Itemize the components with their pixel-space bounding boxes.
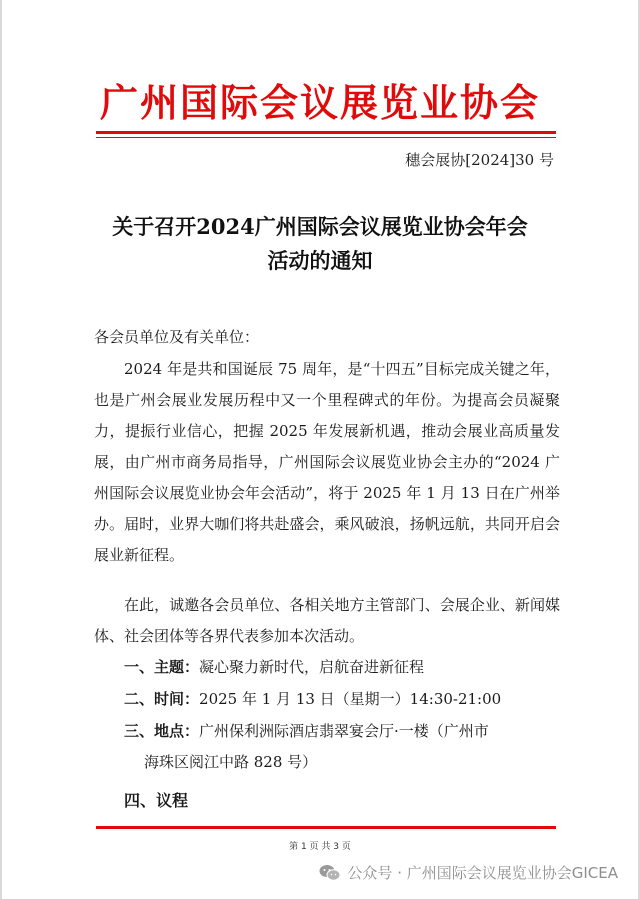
watermark-text: 公众号 · 广州国际会议展览业协会GICEA <box>347 864 618 882</box>
item-content-continued: 海珠区阅江中路 828 号） <box>144 753 318 771</box>
item-label: 议程 <box>156 791 189 810</box>
item-label: 地点： <box>154 722 200 740</box>
body-paragraph-1: 2024 年是共和国诞辰 75 周年，是“十四五”目标完成关键之年，也是广州会展业发展历程中又一个里程碑式的年份。为提高会员凝聚力，提振行业信心，把握 2025 年发展新机遇，推动会展业高质量发展，由广州市商务局指导，广州国际会议展览业协会主办的“2024 广州国际会议展览业协会年会活动”，将于 2025 年 1 月 13 日在广州举办。届时，业界大咖们将共赴盛会，乘风破浪，扬帆远航，共同开启会展业新征程。 <box>94 360 560 564</box>
item-number: 一、 <box>124 658 155 676</box>
wechat-watermark <box>319 862 618 883</box>
item-number: 三、 <box>124 722 155 740</box>
page-edge-left <box>0 0 2 899</box>
agenda-item-theme <box>124 652 560 683</box>
item-number: 二、 <box>124 690 155 708</box>
item-label: 时间： <box>154 690 200 708</box>
body-paragraph-2: 在此，诚邀各会员单位、各相关地方主管部门、会展企业、新闻媒体、社会团体等各界代表参加本次活动。 <box>94 596 560 645</box>
footer-red-rule <box>96 826 556 829</box>
wechat-icon <box>319 864 341 882</box>
agenda-item-time <box>124 684 560 715</box>
item-number: 四、 <box>124 791 157 810</box>
agenda-item-schedule <box>124 785 560 816</box>
document-number: 穗会展协[2024]30 号 <box>405 151 554 169</box>
organization-letterhead: 广州国际会议展览业协会 <box>99 80 540 125</box>
item-content: 广州保利洲际酒店翡翠宴会厅·一楼（广州市 <box>199 722 489 740</box>
notice-title-line2: 活动的通知 <box>267 248 373 273</box>
letterhead-red-rule-thick <box>96 131 556 134</box>
notice-title <box>70 210 570 278</box>
agenda-item-location <box>124 716 560 778</box>
page-indicator: 第 1 页 共 3 页 <box>289 842 351 852</box>
item-content: 2025 年 1 月 13 日（星期一）14:30-21:00 <box>199 690 502 708</box>
salutation: 各会员单位及有关单位： <box>94 328 260 346</box>
letterhead-red-rule-thin <box>96 137 556 138</box>
item-label: 主题： <box>154 658 200 676</box>
notice-title-line1: 关于召开2024广州国际会议展览业协会年会 <box>112 214 528 239</box>
item-content: 凝心聚力新时代，启航奋进新征程 <box>199 658 425 676</box>
